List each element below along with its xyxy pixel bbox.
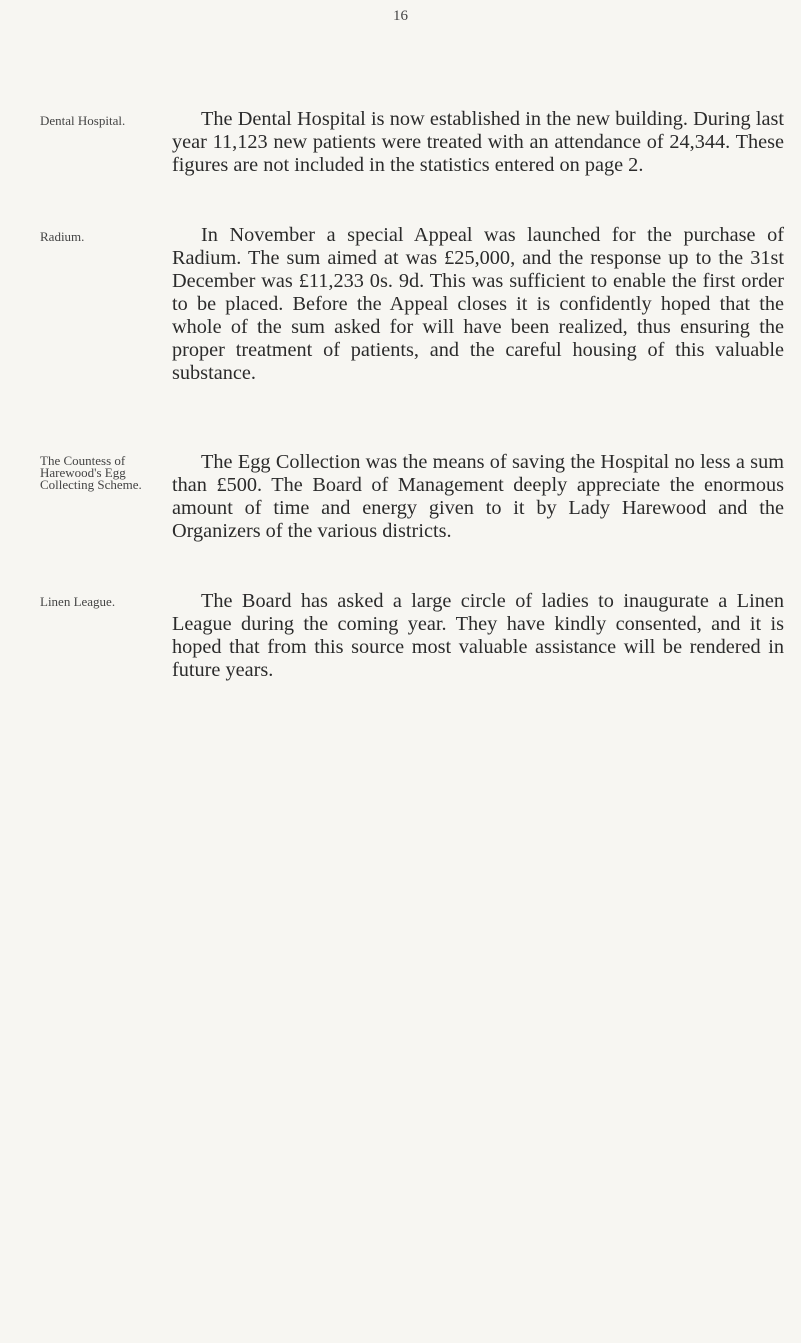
sidenote-radium: Radium.: [40, 229, 85, 244]
sidenote-dental-hospital: Dental Hospital.: [40, 113, 126, 128]
sidenote-egg-collecting: The Countess of Harewood's Egg Collecting Scheme.: [40, 453, 142, 492]
paragraph-dental-hospital: The Dental Hospital is now established in the new building. During last year 11,123 new patients were treated with an attendance of 24,344. These figures are not included in the statistics entered on page 2.: [172, 108, 784, 176]
page-number: 16: [393, 8, 408, 24]
sidenote-linen-league: Linen League.: [40, 594, 116, 609]
paragraph-egg-collecting: The Egg Collection was the means of saving the Hospital no less a sum than £500. The Board of Management deeply appreciate the enormous amount of time and energy given to it by Lady Harewood and the Organizers of the various districts.: [172, 451, 784, 542]
paragraph-linen-league: The Board has asked a large circle of ladies to inaugurate a Linen League during the coming year. They have kindly consented, and it is hoped that from this source most valuable assistance will be rendered in future years.: [172, 590, 784, 681]
paragraph-radium: In November a special Appeal was launched for the purchase of Radium. The sum aimed at was £25,000, and the response up to the 31st December was £11,233 0s. 9d. This was sufficient to enable the first order to be placed. Before the Appeal closes it is confidently hoped that the whole of the sum asked for will have been realized, thus ensuring the proper treatment of patients, and the careful housing of this valuable substance.: [172, 224, 784, 384]
